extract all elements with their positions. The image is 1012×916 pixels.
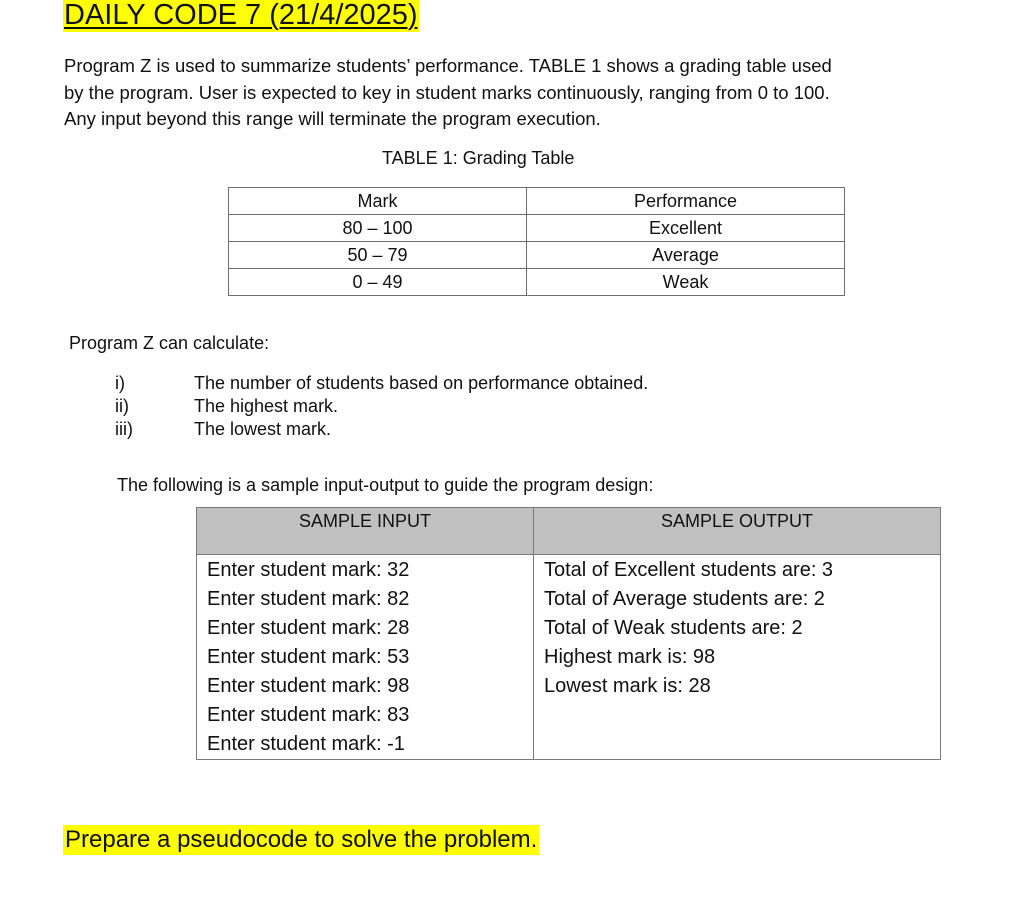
sample-intro: The following is a sample input-output to guide the program design: <box>117 475 654 495</box>
input-line: Enter student mark: 32 <box>207 559 410 581</box>
list-item <box>115 395 648 418</box>
table-row <box>229 215 845 242</box>
input-line: Enter student mark: 83 <box>207 704 410 726</box>
calculations-list <box>115 372 648 441</box>
grading-table-caption: TABLE 1: Grading Table <box>382 148 575 168</box>
sample-io-table <box>196 507 941 760</box>
grading-table <box>228 187 845 296</box>
list-text: The lowest mark. <box>194 419 332 439</box>
intro-line: Any input beyond this range will terminate the program execution. <box>64 108 601 129</box>
performance-level: Excellent <box>527 215 845 242</box>
list-text: The number of students based on performance obtained. <box>194 373 649 393</box>
intro-line: by the program. User is expected to key in student marks continuously, ranging from 0 to 100. <box>64 81 830 103</box>
calculations-heading: Program Z can calculate: <box>69 333 270 353</box>
table-row <box>197 555 941 760</box>
list-item <box>115 372 648 395</box>
intro-line: Program Z is used to summarize students’ performance. TABLE 1 shows a grading table used <box>64 55 832 76</box>
column-header-sample-input: SAMPLE INPUT <box>197 508 534 555</box>
table-header-row <box>197 508 941 555</box>
intro-paragraph <box>64 53 944 133</box>
list-number: iii) <box>115 419 133 439</box>
input-line: Enter student mark: 82 <box>207 588 410 610</box>
sample-input-cell <box>197 555 534 760</box>
table-header-row <box>229 188 845 215</box>
column-header-performance: Performance <box>527 188 845 215</box>
mark-range: 80 – 100 <box>229 215 527 242</box>
list-item <box>115 418 648 441</box>
performance-level: Average <box>527 242 845 269</box>
performance-level: Weak <box>527 269 845 296</box>
output-line: Total of Average students are: 2 <box>544 588 825 610</box>
task-instruction: Prepare a pseudocode to solve the problem. <box>65 826 538 853</box>
list-text: The highest mark. <box>194 396 339 416</box>
mark-range: 0 – 49 <box>229 269 527 296</box>
list-number: i) <box>115 373 125 393</box>
output-line: Total of Excellent students are: 3 <box>544 559 834 581</box>
column-header-sample-output: SAMPLE OUTPUT <box>534 508 941 555</box>
output-line: Highest mark is: 98 <box>544 646 716 668</box>
output-line: Lowest mark is: 28 <box>544 675 711 697</box>
list-number: ii) <box>115 396 129 416</box>
table-row <box>229 269 845 296</box>
sample-output-cell <box>534 555 941 760</box>
column-header-mark: Mark <box>229 188 527 215</box>
mark-range: 50 – 79 <box>229 242 527 269</box>
input-line: Enter student mark: -1 <box>207 733 405 755</box>
output-line: Total of Weak students are: 2 <box>544 617 803 639</box>
input-line: Enter student mark: 28 <box>207 617 410 639</box>
input-line: Enter student mark: 53 <box>207 646 410 668</box>
table-row <box>229 242 845 269</box>
document-title: DAILY CODE 7 (21/4/2025) <box>64 0 418 31</box>
input-line: Enter student mark: 98 <box>207 675 410 697</box>
